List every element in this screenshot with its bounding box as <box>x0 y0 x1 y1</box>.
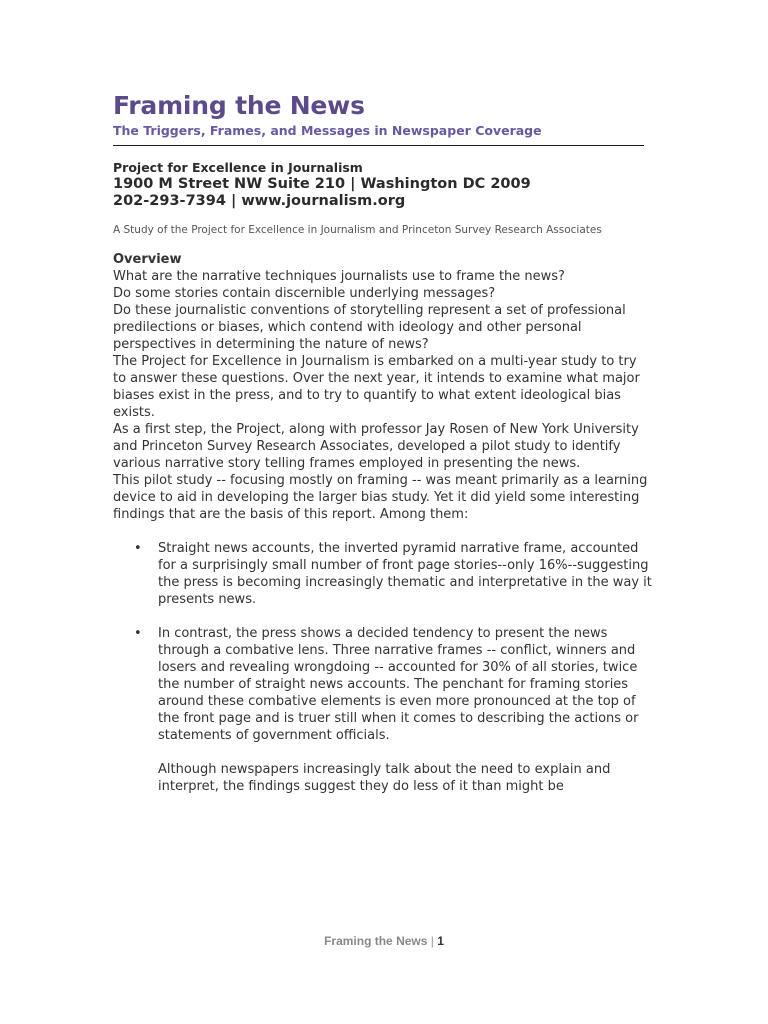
document-title: Framing the News <box>113 91 365 120</box>
title-divider <box>113 145 644 146</box>
page-number: 1 <box>437 934 444 948</box>
address-line: 1900 M Street NW Suite 210 | Washington DC 2009 <box>113 176 531 192</box>
paragraph: What are the narrative techniques journalists use to frame the news? <box>113 269 565 284</box>
document-subtitle: The Triggers, Frames, and Messages in Newspaper Coverage <box>113 123 542 138</box>
continuation-paragraph: Although newspapers increasingly talk about the need to explain and interpret, the findings suggest they do less of it than might be <box>158 762 611 794</box>
finding-text: In contrast, the press shows a decided tendency to present the news through a combative lens. Three narrative frames -- conflict, winners and losers and revealing wrongdoing -- accounted for 30% of all stories, twice the number of straight news accounts. The penchant for framing stories around these combative elements is even more pronounced at the top of the front page and is truer still when it comes to describing the actions or statements of government officials. <box>158 626 639 743</box>
bullet-icon: • <box>134 626 142 641</box>
list-item <box>113 625 653 744</box>
study-note: A Study of the Project for Excellence in Journalism and Princeton Survey Research Associates <box>113 224 602 236</box>
bullet-icon: • <box>134 541 142 556</box>
footer-separator: | <box>430 934 434 948</box>
findings-list <box>113 540 653 744</box>
organization-name: Project for Excellence in Journalism <box>113 160 363 175</box>
paragraph: Do these journalistic conventions of storytelling represent a set of professional predilections or biases, which contend with ideology and other personal perspectives in determining the nature of news? <box>113 303 626 352</box>
document-page <box>113 90 653 795</box>
paragraph: Do some stories contain discernible underlying messages? <box>113 286 496 301</box>
paragraph: As a first step, the Project, along with professor Jay Rosen of New York University and Princeton Survey Research Associates, developed a pilot study to identify various narrative story telling frames employed in presenting the news. <box>113 422 639 471</box>
contact-line: 202-293-7394 | www.journalism.org <box>113 193 406 209</box>
list-item <box>113 540 653 608</box>
paragraph: This pilot study -- focusing mostly on framing -- was meant primarily as a learning device to aid in developing the larger bias study. Yet it did yield some interesting findings that are the basis of this report. Among them: <box>113 473 648 522</box>
paragraph: The Project for Excellence in Journalism is embarked on a multi-year study to try to answer these questions. Over the next year, it intends to examine what major biases exist in the press, and to try to quantify to what extent ideological bias exists. <box>113 354 640 420</box>
finding-text: Straight news accounts, the inverted pyramid narrative frame, accounted for a surprisingly small number of front page stories--only 16%--suggesting the press is becoming increasingly thematic and interpretative in the way it presents news. <box>158 541 652 607</box>
section-heading-overview: Overview <box>113 252 182 267</box>
page-footer <box>0 934 768 948</box>
footer-label: Framing the News <box>324 934 428 948</box>
